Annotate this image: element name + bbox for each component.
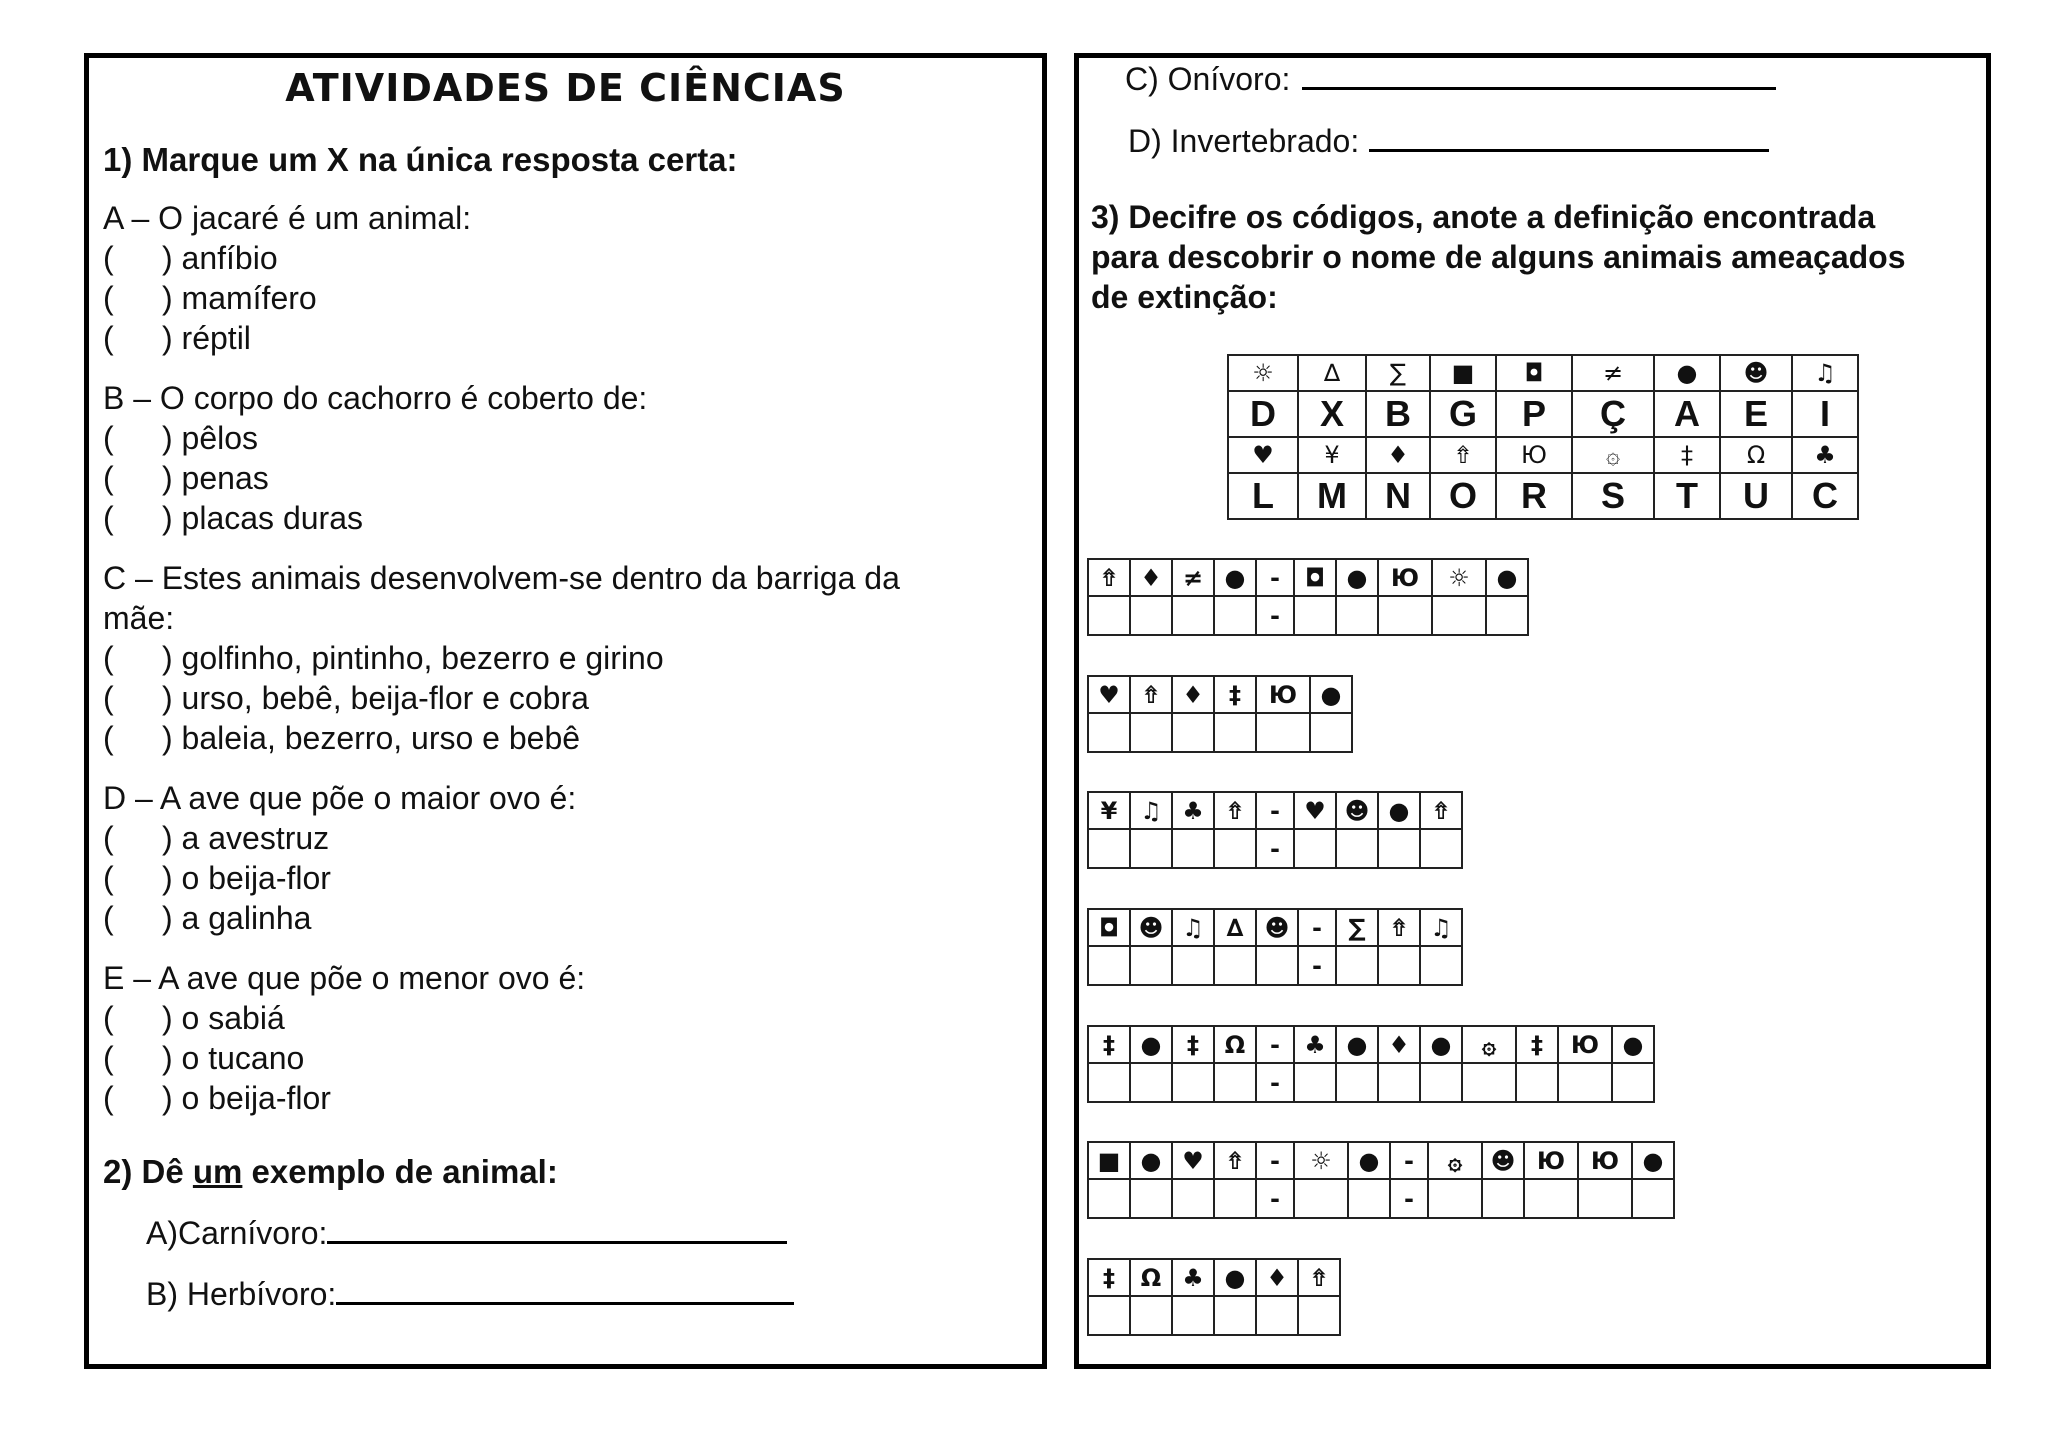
checkbox-close-paren: ) bbox=[162, 1000, 173, 1036]
checkbox-close-paren: ) bbox=[162, 460, 173, 496]
puzzle-answer-cell[interactable] bbox=[1348, 1179, 1390, 1218]
key-symbol-cell: ♦ bbox=[1366, 437, 1430, 473]
puzzle-answer-cell[interactable] bbox=[1294, 1063, 1336, 1102]
key-symbol-cell: ¥ bbox=[1298, 437, 1366, 473]
checkbox-open-paren: ( bbox=[103, 820, 114, 856]
answer-option[interactable] bbox=[103, 318, 1032, 358]
puzzle-answer-cell[interactable] bbox=[1298, 1296, 1340, 1335]
key-symbol-cell: ‡ bbox=[1654, 437, 1720, 473]
puzzle-answer-cell[interactable] bbox=[1214, 596, 1256, 635]
puzzle-answer-cell[interactable] bbox=[1256, 1296, 1298, 1335]
puzzle-symbol-cell: ◘ bbox=[1088, 909, 1130, 946]
puzzle-answer-cell[interactable] bbox=[1462, 1063, 1516, 1102]
puzzle-symbol-cell: ‡ bbox=[1088, 1026, 1130, 1063]
puzzle-symbol-cell: ● bbox=[1632, 1142, 1674, 1179]
puzzle-answer-cell[interactable] bbox=[1294, 596, 1336, 635]
puzzle-symbol-cell: ♦ bbox=[1130, 559, 1172, 596]
puzzle-answer-cell[interactable] bbox=[1130, 1063, 1172, 1102]
puzzle-symbol-cell: ‡ bbox=[1214, 676, 1256, 713]
puzzle-symbol-cell: Ю bbox=[1558, 1026, 1612, 1063]
puzzle-symbol-cell: ● bbox=[1336, 1026, 1378, 1063]
question-stem: B – O corpo do cachorro é coberto de: bbox=[103, 380, 648, 416]
checkbox-open-paren: ( bbox=[103, 860, 114, 896]
question-D bbox=[103, 778, 1032, 938]
puzzle-answer-cell[interactable] bbox=[1088, 713, 1130, 752]
puzzle-answer-cell[interactable] bbox=[1486, 596, 1528, 635]
question-B bbox=[103, 378, 1032, 538]
puzzle-symbol-cell: ‡ bbox=[1516, 1026, 1558, 1063]
key-letter-cell: C bbox=[1792, 473, 1858, 519]
cipher-puzzle-3 bbox=[1087, 791, 1463, 869]
puzzle-symbol-cell: ≠ bbox=[1172, 559, 1214, 596]
option-label: a avestruz bbox=[181, 820, 330, 856]
puzzle-answer-cell[interactable] bbox=[1172, 596, 1214, 635]
puzzle-symbol-cell: ♫ bbox=[1420, 909, 1462, 946]
option-label: o beija-flor bbox=[181, 860, 331, 896]
answer-option[interactable] bbox=[103, 418, 1032, 458]
key-symbol-cell: ♣ bbox=[1792, 437, 1858, 473]
option-label: pêlos bbox=[181, 420, 259, 456]
right-worksheet-panel bbox=[1074, 53, 1991, 1369]
puzzle-answer-cell[interactable] bbox=[1214, 946, 1256, 985]
key-symbol-cell: ☻ bbox=[1720, 355, 1792, 391]
checkbox-open-paren: ( bbox=[103, 1040, 114, 1076]
question-stem: C – Estes animais desenvolvem-se dentro da barriga da bbox=[103, 560, 900, 596]
cipher-puzzle-4 bbox=[1087, 908, 1463, 986]
option-label: o sabiá bbox=[181, 1000, 285, 1036]
option-label: o tucano bbox=[181, 1040, 305, 1076]
key-symbol-cell: ☼ bbox=[1228, 355, 1298, 391]
answer-option[interactable] bbox=[103, 498, 1032, 538]
cipher-key-table bbox=[1227, 354, 1859, 520]
puzzle-answer-cell[interactable] bbox=[1310, 713, 1352, 752]
option-label: anfíbio bbox=[181, 240, 278, 276]
answer-option[interactable] bbox=[103, 818, 1032, 858]
key-symbol-cell: Ю bbox=[1496, 437, 1572, 473]
puzzle-answer-cell[interactable] bbox=[1420, 946, 1462, 985]
puzzle-answer-cell[interactable] bbox=[1214, 1063, 1256, 1102]
puzzle-answer-cell[interactable] bbox=[1214, 1179, 1256, 1218]
key-letter-cell: S bbox=[1572, 473, 1654, 519]
puzzle-answer-cell[interactable] bbox=[1378, 829, 1420, 868]
puzzle-symbol-cell: ♥ bbox=[1088, 676, 1130, 713]
puzzle-answer-cell[interactable] bbox=[1378, 596, 1432, 635]
key-letter-cell: N bbox=[1366, 473, 1430, 519]
puzzle-symbol-cell: ● bbox=[1420, 1026, 1462, 1063]
option-label: o beija-flor bbox=[181, 1080, 331, 1116]
puzzle-symbol-cell: ⇮ bbox=[1088, 559, 1130, 596]
cipher-puzzle-5 bbox=[1087, 1025, 1655, 1103]
puzzle-symbol-cell: ‡ bbox=[1172, 1026, 1214, 1063]
checkbox-close-paren: ) bbox=[162, 640, 173, 676]
puzzle-symbol-cell: ● bbox=[1214, 1259, 1256, 1296]
puzzle-answer-cell: - bbox=[1298, 946, 1336, 985]
puzzle-symbol-cell: - bbox=[1298, 909, 1336, 946]
checkbox-open-paren: ( bbox=[103, 240, 114, 276]
option-label: placas duras bbox=[181, 500, 363, 536]
worksheet-title: ATIVIDADES DE CIÊNCIAS bbox=[285, 66, 846, 110]
cipher-puzzle-7 bbox=[1087, 1258, 1341, 1336]
puzzle-answer-cell[interactable] bbox=[1256, 946, 1298, 985]
checkbox-open-paren: ( bbox=[103, 900, 114, 936]
puzzle-symbol-cell: ⇮ bbox=[1130, 676, 1172, 713]
question-stem-continued: mãe: bbox=[103, 600, 175, 636]
puzzle-symbol-cell: ♦ bbox=[1172, 676, 1214, 713]
puzzle-symbol-cell: Ю bbox=[1256, 676, 1310, 713]
puzzle-answer-cell[interactable] bbox=[1088, 829, 1130, 868]
puzzle-symbol-cell: ♦ bbox=[1256, 1259, 1298, 1296]
option-label: a galinha bbox=[181, 900, 312, 936]
key-symbol-cell: ∑ bbox=[1366, 355, 1430, 391]
answer-option[interactable] bbox=[103, 1078, 1032, 1118]
checkbox-close-paren: ) bbox=[162, 280, 173, 316]
puzzle-symbol-cell: ♣ bbox=[1172, 792, 1214, 829]
key-symbol-cell: ۞ bbox=[1572, 437, 1654, 473]
invertebrate-answer-line[interactable]: D) Invertebrado: bbox=[1128, 121, 1769, 161]
puzzle-answer-cell[interactable] bbox=[1172, 1296, 1214, 1335]
answer-option[interactable] bbox=[103, 898, 1032, 938]
checkbox-open-paren: ( bbox=[103, 420, 114, 456]
puzzle-answer-cell[interactable] bbox=[1088, 1063, 1130, 1102]
puzzle-answer-cell[interactable] bbox=[1612, 1063, 1654, 1102]
option-label: baleia, bezerro, urso e bebê bbox=[181, 720, 581, 756]
puzzle-answer-cell[interactable] bbox=[1524, 1179, 1578, 1218]
puzzle-answer-cell[interactable] bbox=[1420, 829, 1462, 868]
puzzle-answer-cell[interactable] bbox=[1088, 1296, 1130, 1335]
puzzle-answer-cell[interactable] bbox=[1130, 713, 1172, 752]
puzzle-answer-cell[interactable] bbox=[1130, 946, 1172, 985]
puzzle-symbol-cell: - bbox=[1390, 1142, 1428, 1179]
puzzle-answer-cell[interactable] bbox=[1088, 596, 1130, 635]
left-worksheet-panel bbox=[84, 53, 1047, 1369]
puzzle-symbol-cell: ● bbox=[1486, 559, 1528, 596]
puzzle-answer-cell[interactable] bbox=[1172, 1063, 1214, 1102]
answer-option[interactable] bbox=[103, 638, 1032, 678]
option-label: réptil bbox=[181, 320, 251, 356]
puzzle-symbol-cell: ■ bbox=[1088, 1142, 1130, 1179]
key-symbol-cell: ♫ bbox=[1792, 355, 1858, 391]
puzzle-answer-cell[interactable] bbox=[1214, 713, 1256, 752]
key-letter-cell: X bbox=[1298, 391, 1366, 437]
puzzle-symbol-cell: ‡ bbox=[1088, 1259, 1130, 1296]
key-letter-cell: M bbox=[1298, 473, 1366, 519]
puzzle-answer-cell[interactable] bbox=[1172, 1179, 1214, 1218]
question-stem: D – A ave que põe o maior ovo é: bbox=[103, 780, 577, 816]
checkbox-close-paren: ) bbox=[162, 240, 173, 276]
checkbox-open-paren: ( bbox=[103, 280, 114, 316]
checkbox-close-paren: ) bbox=[162, 900, 173, 936]
key-letter-cell: E bbox=[1720, 391, 1792, 437]
puzzle-symbol-cell: ● bbox=[1378, 792, 1420, 829]
cipher-puzzle-6 bbox=[1087, 1141, 1675, 1219]
puzzle-answer-cell[interactable] bbox=[1088, 1179, 1130, 1218]
key-letter-cell: A bbox=[1654, 391, 1720, 437]
puzzle-symbol-cell: ∆ bbox=[1214, 909, 1256, 946]
puzzle-symbol-cell: ♥ bbox=[1294, 792, 1336, 829]
puzzle-symbol-cell: Ю bbox=[1524, 1142, 1578, 1179]
puzzle-symbol-cell: ۞ bbox=[1428, 1142, 1482, 1179]
question-E bbox=[103, 958, 1032, 1118]
key-letter-cell: P bbox=[1496, 391, 1572, 437]
puzzle-answer-cell[interactable] bbox=[1214, 1296, 1256, 1335]
question-stem: A – O jacaré é um animal: bbox=[103, 200, 472, 236]
checkbox-open-paren: ( bbox=[103, 500, 114, 536]
puzzle-symbol-cell: - bbox=[1256, 559, 1294, 596]
key-letter-cell: D bbox=[1228, 391, 1298, 437]
key-symbol-cell: ⇮ bbox=[1430, 437, 1496, 473]
key-symbol-cell: ♥ bbox=[1228, 437, 1298, 473]
key-letter-cell: L bbox=[1228, 473, 1298, 519]
puzzle-symbol-cell: ⇮ bbox=[1298, 1259, 1340, 1296]
question-2-heading: 2) Dê um exemplo de animal: bbox=[103, 1153, 558, 1190]
carnivore-answer-line[interactable]: A)Carnívoro: bbox=[146, 1213, 787, 1253]
answer-option[interactable] bbox=[103, 998, 1032, 1038]
puzzle-answer-cell: - bbox=[1256, 829, 1294, 868]
question-stem: E – A ave que põe o menor ovo é: bbox=[103, 960, 586, 996]
puzzle-symbol-cell: ☻ bbox=[1336, 792, 1378, 829]
checkbox-close-paren: ) bbox=[162, 320, 173, 356]
puzzle-symbol-cell: ● bbox=[1336, 559, 1378, 596]
puzzle-answer-cell[interactable] bbox=[1632, 1179, 1674, 1218]
puzzle-answer-cell[interactable] bbox=[1130, 596, 1172, 635]
puzzle-symbol-cell: ● bbox=[1310, 676, 1352, 713]
puzzle-symbol-cell: - bbox=[1256, 1026, 1294, 1063]
puzzle-answer-cell[interactable] bbox=[1130, 1296, 1172, 1335]
puzzle-symbol-cell: Ω bbox=[1130, 1259, 1172, 1296]
key-letter-cell: Ç bbox=[1572, 391, 1654, 437]
checkbox-close-paren: ) bbox=[162, 820, 173, 856]
puzzle-answer-cell[interactable] bbox=[1294, 829, 1336, 868]
puzzle-answer-cell[interactable] bbox=[1214, 829, 1256, 868]
checkbox-open-paren: ( bbox=[103, 460, 114, 496]
key-symbol-cell: ■ bbox=[1430, 355, 1496, 391]
answer-option[interactable] bbox=[103, 458, 1032, 498]
answer-option[interactable] bbox=[103, 718, 1032, 758]
puzzle-answer-cell[interactable] bbox=[1172, 946, 1214, 985]
key-letter-cell: R bbox=[1496, 473, 1572, 519]
puzzle-answer-cell[interactable] bbox=[1172, 829, 1214, 868]
puzzle-symbol-cell: ⇮ bbox=[1214, 792, 1256, 829]
puzzle-symbol-cell: ♫ bbox=[1130, 792, 1172, 829]
key-letter-cell: I bbox=[1792, 391, 1858, 437]
key-symbol-cell: ≠ bbox=[1572, 355, 1654, 391]
puzzle-symbol-cell: ⇮ bbox=[1420, 792, 1462, 829]
puzzle-answer-cell[interactable] bbox=[1428, 1179, 1482, 1218]
puzzle-symbol-cell: ∑ bbox=[1336, 909, 1378, 946]
puzzle-answer-cell[interactable] bbox=[1256, 713, 1310, 752]
key-symbol-cell: ● bbox=[1654, 355, 1720, 391]
checkbox-open-paren: ( bbox=[103, 1000, 114, 1036]
checkbox-close-paren: ) bbox=[162, 680, 173, 716]
question-3-heading: 3) Decifre os códigos, anote a definição encontrada para descobrir o nome de alguns animais ameaçados de extinção: bbox=[1091, 199, 1906, 315]
puzzle-answer-cell[interactable] bbox=[1578, 1179, 1632, 1218]
puzzle-answer-cell[interactable] bbox=[1482, 1179, 1524, 1218]
checkbox-close-paren: ) bbox=[162, 500, 173, 536]
puzzle-answer-cell[interactable] bbox=[1336, 1063, 1378, 1102]
puzzle-answer-cell[interactable] bbox=[1336, 596, 1378, 635]
option-label: urso, bebê, beija-flor e cobra bbox=[181, 680, 589, 716]
puzzle-symbol-cell: - bbox=[1256, 1142, 1294, 1179]
puzzle-symbol-cell: ۞ bbox=[1462, 1026, 1516, 1063]
checkbox-open-paren: ( bbox=[103, 1080, 114, 1116]
puzzle-answer-cell[interactable] bbox=[1420, 1063, 1462, 1102]
puzzle-symbol-cell: ⇮ bbox=[1378, 909, 1420, 946]
puzzle-symbol-cell: ⇮ bbox=[1214, 1142, 1256, 1179]
checkbox-close-paren: ) bbox=[162, 1040, 173, 1076]
key-letter-cell: U bbox=[1720, 473, 1792, 519]
puzzle-symbol-cell: ☻ bbox=[1482, 1142, 1524, 1179]
checkbox-open-paren: ( bbox=[103, 680, 114, 716]
puzzle-answer-cell: - bbox=[1256, 1063, 1294, 1102]
answer-option[interactable] bbox=[103, 278, 1032, 318]
cipher-puzzle-1 bbox=[1087, 558, 1529, 636]
checkbox-close-paren: ) bbox=[162, 1080, 173, 1116]
puzzle-symbol-cell: Ю bbox=[1378, 559, 1432, 596]
puzzle-symbol-cell: ● bbox=[1130, 1142, 1172, 1179]
option-label: mamífero bbox=[181, 280, 317, 316]
puzzle-answer-cell[interactable] bbox=[1378, 1063, 1420, 1102]
puzzle-answer-cell[interactable] bbox=[1088, 946, 1130, 985]
option-label: golfinho, pintinho, bezerro e girino bbox=[181, 640, 664, 676]
question-C bbox=[103, 558, 1032, 758]
puzzle-answer-cell[interactable] bbox=[1432, 596, 1486, 635]
puzzle-symbol-cell: ● bbox=[1348, 1142, 1390, 1179]
puzzle-answer-cell[interactable] bbox=[1172, 713, 1214, 752]
puzzle-symbol-cell: ♫ bbox=[1172, 909, 1214, 946]
key-symbol-cell: ∆ bbox=[1298, 355, 1366, 391]
puzzle-symbol-cell: ♣ bbox=[1172, 1259, 1214, 1296]
key-letter-cell: G bbox=[1430, 391, 1496, 437]
puzzle-answer-cell[interactable] bbox=[1130, 1179, 1172, 1218]
puzzle-answer-cell[interactable] bbox=[1336, 829, 1378, 868]
puzzle-symbol-cell: ● bbox=[1612, 1026, 1654, 1063]
puzzle-answer-cell[interactable] bbox=[1336, 946, 1378, 985]
checkbox-close-paren: ) bbox=[162, 720, 173, 756]
puzzle-symbol-cell: ● bbox=[1130, 1026, 1172, 1063]
answer-option[interactable] bbox=[103, 1038, 1032, 1078]
puzzle-symbol-cell: ¥ bbox=[1088, 792, 1130, 829]
key-symbol-cell: Ω bbox=[1720, 437, 1792, 473]
question-A bbox=[103, 198, 1032, 358]
puzzle-answer-cell[interactable] bbox=[1130, 829, 1172, 868]
answer-option[interactable] bbox=[103, 238, 1032, 278]
puzzle-symbol-cell: ◘ bbox=[1294, 559, 1336, 596]
puzzle-symbol-cell: Ω bbox=[1214, 1026, 1256, 1063]
puzzle-answer-cell[interactable] bbox=[1378, 946, 1420, 985]
option-label: penas bbox=[181, 460, 269, 496]
puzzle-answer-cell: - bbox=[1256, 596, 1294, 635]
puzzle-symbol-cell: ☻ bbox=[1130, 909, 1172, 946]
puzzle-symbol-cell: ♦ bbox=[1378, 1026, 1420, 1063]
puzzle-symbol-cell: ☼ bbox=[1432, 559, 1486, 596]
herbivore-answer-line[interactable]: B) Herbívoro: bbox=[146, 1274, 794, 1314]
puzzle-symbol-cell: ☻ bbox=[1256, 909, 1298, 946]
puzzle-answer-cell: - bbox=[1390, 1179, 1428, 1218]
checkbox-open-paren: ( bbox=[103, 320, 114, 356]
puzzle-symbol-cell: ♣ bbox=[1294, 1026, 1336, 1063]
puzzle-symbol-cell: ☼ bbox=[1294, 1142, 1348, 1179]
answer-option[interactable] bbox=[103, 858, 1032, 898]
puzzle-symbol-cell: ♥ bbox=[1172, 1142, 1214, 1179]
puzzle-answer-cell[interactable] bbox=[1516, 1063, 1558, 1102]
key-letter-cell: B bbox=[1366, 391, 1430, 437]
checkbox-open-paren: ( bbox=[103, 720, 114, 756]
question-1-heading: 1) Marque um X na única resposta certa: bbox=[103, 141, 738, 178]
puzzle-answer-cell[interactable] bbox=[1294, 1179, 1348, 1218]
puzzle-symbol-cell: Ю bbox=[1578, 1142, 1632, 1179]
key-symbol-cell: ◘ bbox=[1496, 355, 1572, 391]
puzzle-answer-cell: - bbox=[1256, 1179, 1294, 1218]
puzzle-answer-cell[interactable] bbox=[1558, 1063, 1612, 1102]
answer-option[interactable] bbox=[103, 678, 1032, 718]
checkbox-close-paren: ) bbox=[162, 420, 173, 456]
cipher-puzzle-2 bbox=[1087, 675, 1353, 753]
key-letter-cell: T bbox=[1654, 473, 1720, 519]
puzzle-symbol-cell: ● bbox=[1214, 559, 1256, 596]
checkbox-open-paren: ( bbox=[103, 640, 114, 676]
checkbox-close-paren: ) bbox=[162, 860, 173, 896]
key-letter-cell: O bbox=[1430, 473, 1496, 519]
puzzle-symbol-cell: - bbox=[1256, 792, 1294, 829]
omnivore-answer-line[interactable]: C) Onívoro: bbox=[1125, 59, 1776, 99]
